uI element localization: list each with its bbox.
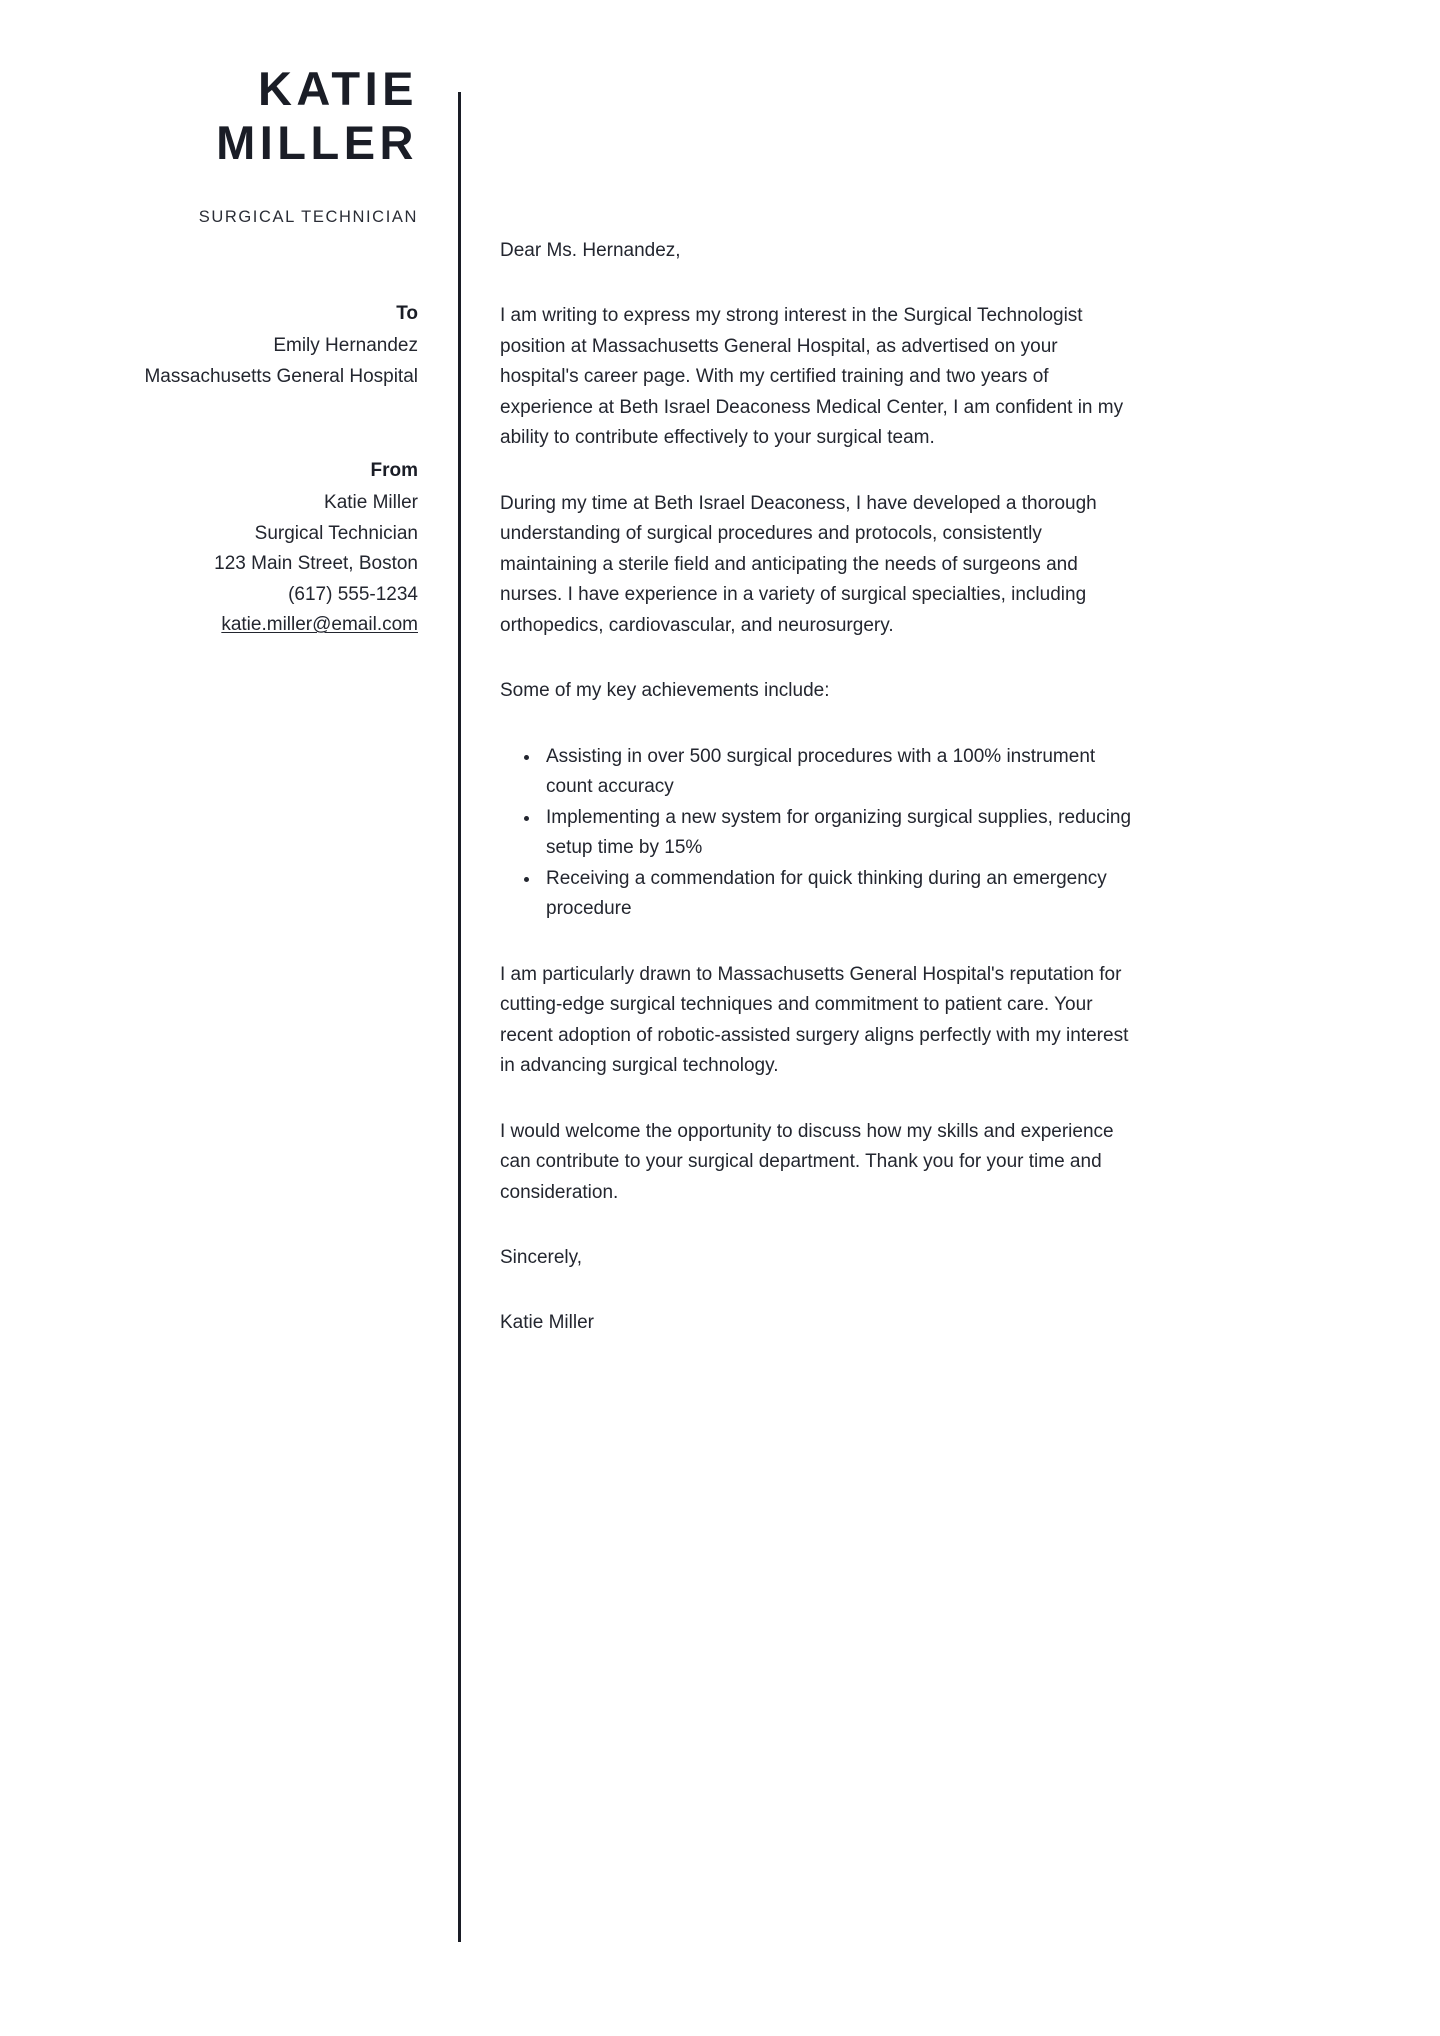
- recipient-heading: To: [396, 303, 418, 324]
- recipient-block: [0, 299, 418, 392]
- recipient-name: Emily Hernandez: [273, 335, 418, 356]
- signature-name: Katie Miller: [500, 1312, 594, 1333]
- body-paragraph-1: I am writing to express my strong interest in the Surgical Technologist position at Massachusetts General Hospital, as advertised on your hospital's career page. With my certified training and two years of experience at Beth Israel Deaconess Medical Center, I am confident in my ability to contribute effectively to your surgical team.: [500, 305, 1124, 448]
- sender-phone: (617) 555-1234: [288, 583, 418, 605]
- achievements-lead-in: Some of my key achievements include:: [500, 680, 830, 701]
- list-item: Receiving a commendation for quick thinking during an emergency procedure: [546, 864, 1140, 925]
- recipient-organization: Massachusetts General Hospital: [144, 365, 418, 387]
- sender-email-link[interactable]: katie.miller@email.com: [221, 614, 418, 635]
- sender-address: 123 Main Street, Boston: [214, 553, 418, 574]
- closing-salutation: Sincerely,: [500, 1247, 583, 1268]
- sender-job-title: Surgical Technician: [254, 522, 418, 544]
- list-item: Implementing a new system for organizing surgical supplies, reducing setup time by 15%: [546, 803, 1140, 864]
- name-last-line: MILLER: [216, 116, 418, 169]
- job-title: SURGICAL TECHNICIAN: [198, 208, 418, 226]
- achievements-list: [500, 742, 1140, 925]
- list-item: Assisting in over 500 surgical procedures with a 100% instrument count accuracy: [546, 742, 1140, 803]
- letter-body: [500, 0, 1140, 1338]
- sidebar: [0, 0, 418, 641]
- body-paragraph-3: I am particularly drawn to Massachusetts General Hospital's reputation for cutting-edge surgical techniques and commitment to patient care. Your recent adoption of robotic-assisted surgery aligns perfectly with my interest in advancing surgical technology.: [500, 963, 1129, 1076]
- column-divider-rule: [458, 92, 461, 1942]
- sender-name: Katie Miller: [324, 492, 418, 513]
- body-paragraph-4: I would welcome the opportunity to discuss how my skills and experience can contribute to your surgical department. Thank you for your time and consideration.: [500, 1120, 1114, 1203]
- name-block: [0, 62, 418, 170]
- body-paragraph-2: During my time at Beth Israel Deaconess, I have developed a thorough understanding of surgical procedures and protocols, consistently maintaining a sterile field and anticipating the needs of surgeons and nurses. I have experience in a variety of surgical specialties, including orthopedics, cardiovascular, and neurosurgery.: [500, 492, 1097, 636]
- sender-block: [0, 456, 418, 641]
- sender-heading: From: [370, 460, 418, 481]
- name-first-line: KATIE: [257, 62, 418, 115]
- salutation: Dear Ms. Hernandez,: [500, 240, 681, 261]
